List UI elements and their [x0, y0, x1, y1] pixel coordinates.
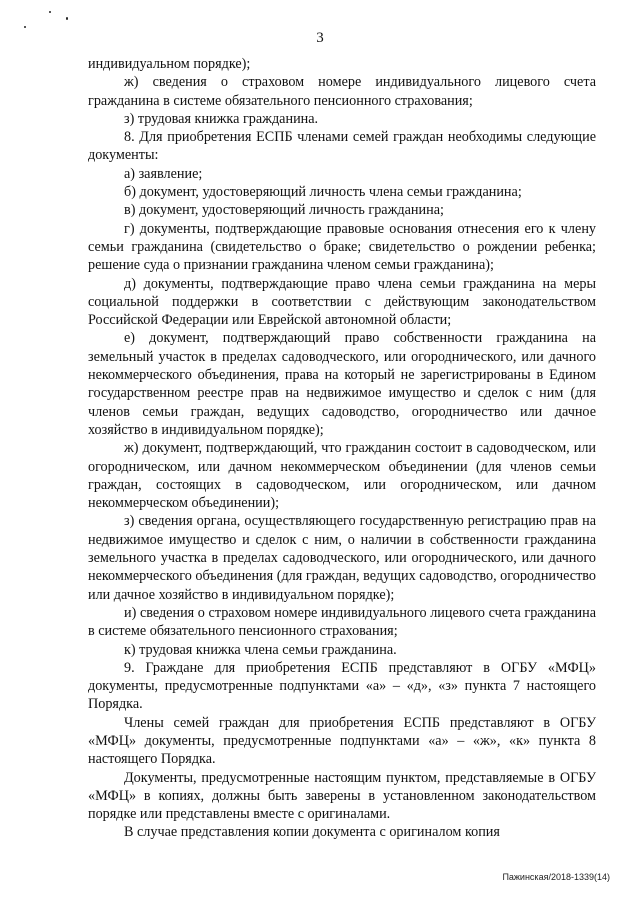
paragraph: д) документы, подтверждающие право члена семьи гражданина на меры социальной поддержки в соответствии с действующим законодательством Российской Федерации или Еврейской автономной области; — [88, 275, 596, 329]
page-number: 3 — [316, 30, 324, 46]
paragraph: 9. Граждане для приобретения ЕСПБ представляют в ОГБУ «МФЦ» документы, предусмотренные подпунктами «а» – «д», «з» пункта 7 настоящего Порядка. — [88, 659, 596, 713]
paragraph: Документы, предусмотренные настоящим пунктом, представляемые в ОГБУ «МФЦ» в копиях, должны быть заверены в установленном законодательством порядке или представлены вместе с оригиналами. — [88, 769, 596, 823]
paragraph: к) трудовая книжка члена семьи гражданина. — [124, 641, 397, 658]
paragraph: з) трудовая книжка гражданина. — [124, 110, 319, 127]
paragraph: ж) документ, подтверждающий, что гражданин состоит в садоводческом, или огородническом, или дачном некоммерческом объединении (для членов семьи граждан, состоящих в садоводческом, или огородническом, или дачном некоммерческом объединении); — [88, 440, 596, 512]
scan-speck — [66, 17, 68, 20]
paragraph: в) документ, удостоверяющий личность гражданина; — [124, 202, 444, 219]
paragraph: индивидуальном порядке); — [88, 56, 251, 72]
paragraph: г) документы, подтверждающие правовые основания отнесения его к члену семьи гражданина (свидетельство о браке; свидетельство о рождении ребенка; решение суда о признании гражданина членом семьи гражданина); — [88, 220, 596, 274]
paragraph: б) документ, удостоверяющий личность члена семьи гражданина; — [124, 184, 522, 201]
paragraph: и) сведения о страховом номере индивидуального лицевого счета гражданина в системе обязательного пенсионного страхования; — [88, 604, 596, 640]
document-code: Пажинская/2018-1339(14) — [502, 872, 610, 882]
paragraph: Члены семей граждан для приобретения ЕСПБ представляют в ОГБУ «МФЦ» документы, предусмотренные подпунктами «а» – «ж», «к» пункта 8 настоящего Порядка. — [88, 714, 596, 768]
paragraph: В случае представления копии документа с оригиналом копия — [124, 824, 500, 841]
paragraph: 8. Для приобретения ЕСПБ членами семей граждан необходимы следующие документы: — [88, 129, 596, 164]
paragraph: з) сведения органа, осуществляющего государственную регистрацию прав на недвижимое имущество и сделок с ним, о наличии в собственности гражданина земельного участка в пределах садоводческого, или огороднического, или дачного некоммерческого объединения (для граждан, ведущих садоводство, огородничество или дачное хозяйство в индивидуальном порядке); — [88, 513, 596, 603]
paragraph: ж) сведения о страховом номере индивидуального лицевого счета гражданина в системе обязательного пенсионного страхования; — [88, 74, 596, 109]
paragraph: е) документ, подтверждающий право собственности гражданина на земельный участок в пределах садоводческого, или огороднического, или дачного некоммерческого объединения, права на который не зарегистрированы в Едином государственном реестре прав на недвижимое имущество и сделок с ним (для членов семьи граждан, ведущих садоводство, огородничество или дачное хозяйство в индивидуальном порядке); — [88, 330, 596, 438]
scan-speck — [49, 11, 51, 13]
paragraph: а) заявление; — [124, 165, 203, 182]
scan-speck — [24, 26, 26, 28]
document-body — [88, 55, 596, 842]
